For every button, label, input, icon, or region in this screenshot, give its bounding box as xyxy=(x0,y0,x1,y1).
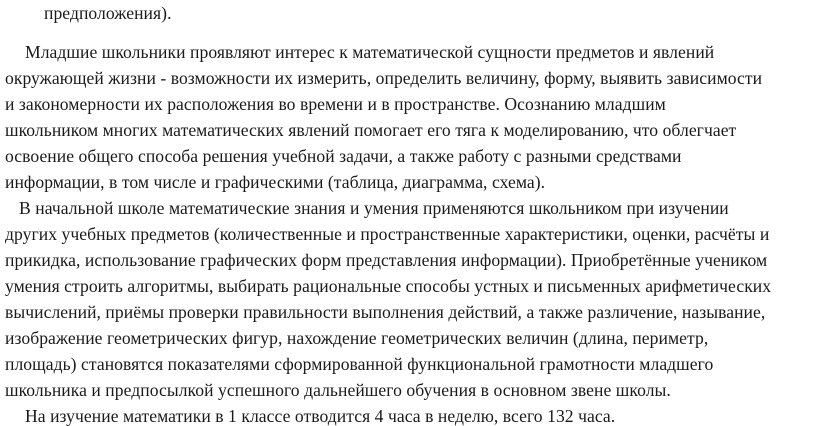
text-line: умения строить алгоритмы, выбирать рациональные способы устных и письменных арифметических xyxy=(5,276,772,296)
text-line: школьником многих математических явлений помогает его тяга к моделированию, что облегчает xyxy=(5,120,737,140)
text-line: Младшие школьники проявляют интерес к математической сущности предметов и явлений xyxy=(25,42,715,62)
text-line: прикидка, использование графических форм представления информации). Приобретённые учеником xyxy=(5,250,768,270)
text-line: других учебных предметов (количественные и пространственные характеристики, оценки, расчёты и xyxy=(5,224,770,244)
text-line: вычислений, приёмы проверки правильности выполнения действий, а также различение, называние, xyxy=(5,302,766,322)
text-line: школьника и предпосылкой успешного дальнейшего обучения в основном звене школы. xyxy=(5,380,671,400)
text-line: окружающей жизни - возможности их измерить, определить величину, форму, выявить зависимости xyxy=(5,68,763,88)
text-line: изображение геометрических фигур, нахождение геометрических величин (длина, периметр, xyxy=(5,328,709,348)
text-line: информации, в том числе и графическими (таблица, диаграмма, схема). xyxy=(5,172,546,192)
text-line: На изучение математики в 1 классе отводится 4 часа в неделю, всего 132 часа. xyxy=(25,406,616,426)
text-line: площадь) становятся показателями сформированной функциональной грамотности младшего xyxy=(5,354,714,374)
text-line: освоение общего способа решения учебной задачи, а также работу с разными средствами xyxy=(5,146,682,166)
text-line: предположения). xyxy=(44,3,172,23)
text-line: и закономерности их расположения во времени и в пространстве. Осознанию младшим xyxy=(5,94,666,114)
text-line: В начальной школе математические знания и умения применяются школьником при изучении xyxy=(19,198,729,218)
